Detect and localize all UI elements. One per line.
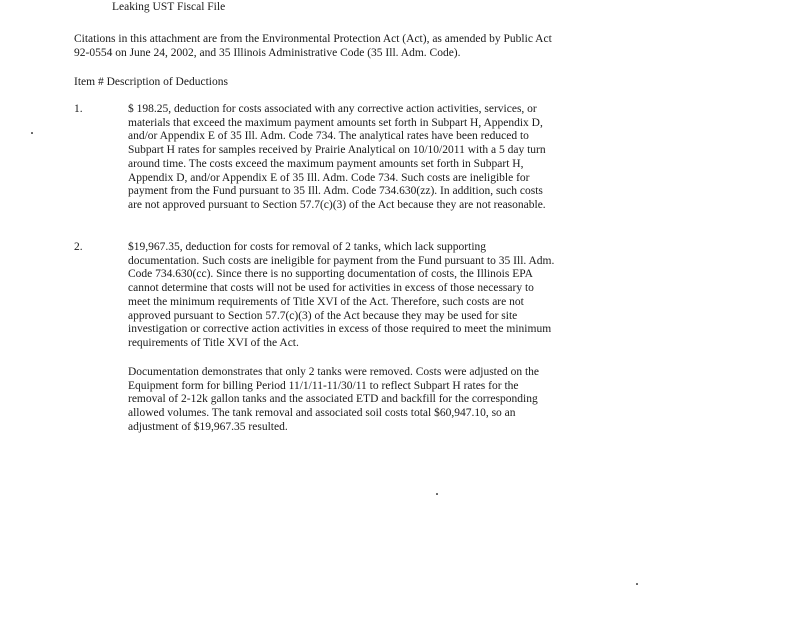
scan-speck <box>436 493 438 495</box>
item-2-number: 2. <box>74 241 83 253</box>
file-title: Leaking UST Fiscal File <box>112 1 226 13</box>
item-1-description: $ 198.25, deduction for costs associated with any corrective action activities, services, or materials that exceed the maximum payment amounts set forth in Subpart H, Appendix D, and/or Appendix E of 35 Ill. Adm. Code 734. The analytical rates have been reduced to Subpart H rates for samples received by Prairie Analytical on 10/10/2011 with a 5 day turn around time. The costs exceed the maximum payment amounts set forth in Subpart H, Appendix D, and/or Appendix E of 35 Ill. Adm. Code 734. Such costs are ineligible for payment from the Fund pursuant to 35 Ill. Adm. Code 734.630(zz). In addition, such costs are not approved pursuant to Section 57.7(c)(3) of the Act because they are not reasonable. <box>128 103 546 211</box>
item-2-description: $19,967.35, deduction for costs for removal of 2 tanks, which lack supporting documentation. Such costs are ineligible for payment from the Fund pursuant to 35 Ill. Adm. Code 734.630(cc). Since there is no supporting documentation of costs, the Illinois EPA cannot determine that costs will not be used for activities in excess of those necessary to meet the minimum requirements of Title XVI of the Act. Therefore, such costs are not approved pursuant to Section 57.7(c)(3) of the Act because they may be used for site investigation or corrective action activities in excess of those required to meet the minimum requirements of Title XVI of the Act. <box>128 241 555 349</box>
scan-speck <box>636 583 638 585</box>
scan-speck <box>31 132 33 134</box>
deductions-heading: Item # Description of Deductions <box>74 76 228 88</box>
citation-paragraph: Citations in this attachment are from the Environmental Protection Act (Act), as amended by Public Act 92-0554 on June 24, 2002, and 35 Illinois Administrative Code (35 Ill. Adm. Code). <box>74 33 552 59</box>
item-2-documentation-note: Documentation demonstrates that only 2 tanks were removed. Costs were adjusted on the Equipment form for billing Period 11/1/11-11/30/11 to reflect Subpart H rates for the removal of 2-12k gallon tanks and the associated ETD and backfill for the corresponding allowed volumes. The tank removal and associated soil costs total $60,947.10, so an adjustment of $19,967.35 resulted. <box>128 366 540 433</box>
item-1-number: 1. <box>74 103 83 115</box>
